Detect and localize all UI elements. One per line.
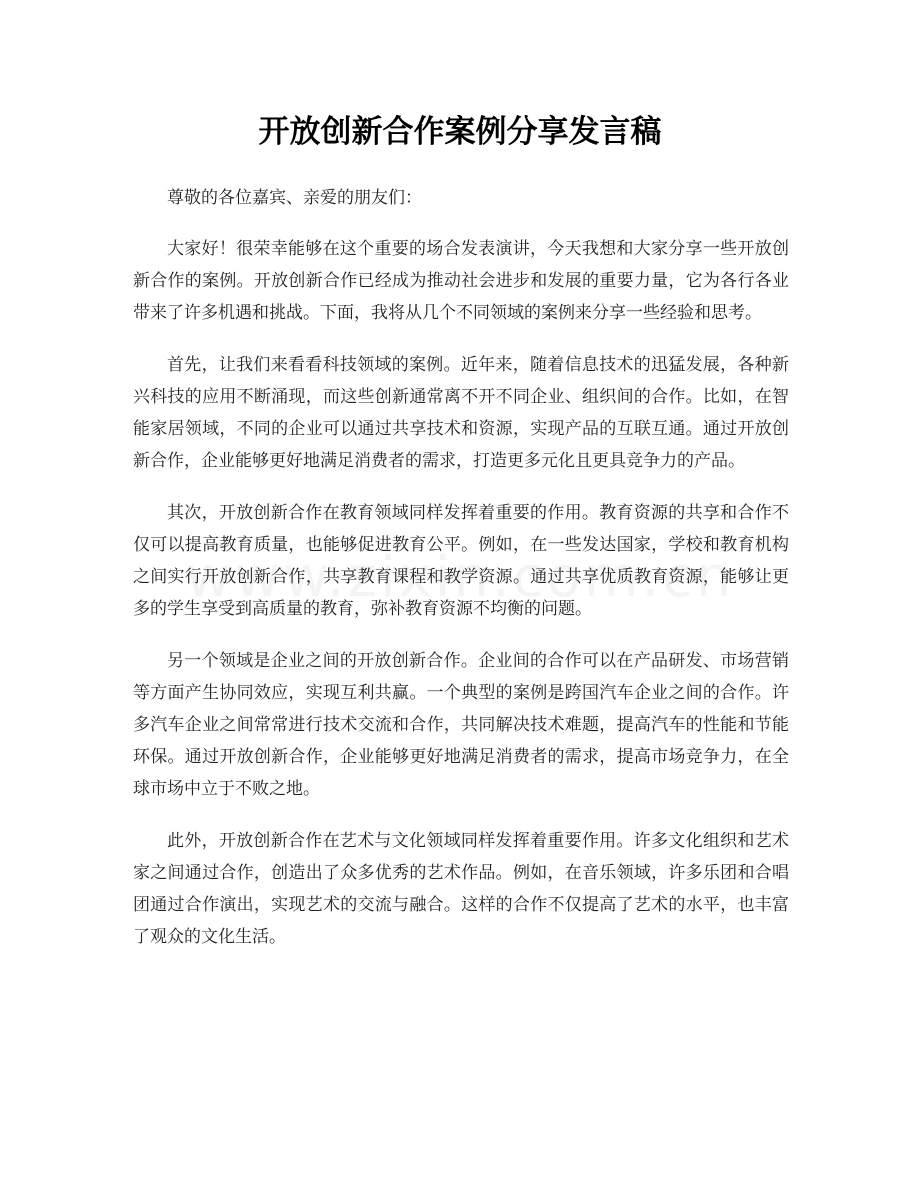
paragraph-enterprise: 另一个领域是企业之间的开放创新合作。企业间的合作可以在产品研发、市场营销等方面产生协同效应，实现互利共赢。一个典型的案例是跨国汽车企业之间的合作。许多汽车企业之间常常进行技术交流和合作，共同解决技术难题，提高汽车的性能和节能环保。通过开放创新合作，企业能够更好地满足消费者的需求，提高市场竞争力，在全球市场中立于不败之地。 [133, 651, 789, 799]
paragraph-intro: 大家好！很荣幸能够在这个重要的场合发表演讲，今天我想和大家分享一些开放创新合作的案例。开放创新合作已经成为推动社会进步和发展的重要力量，它为各行各业带来了许多机遇和挑战。下面，我将从几个不同领域的案例来分享一些经验和思考。 [133, 239, 789, 323]
greeting-line: 尊敬的各位嘉宾、亲爱的朋友们： [167, 188, 422, 208]
document-title: 开放创新合作案例分享发言稿 [258, 114, 662, 150]
paragraph-technology: 首先，让我们来看看科技领域的案例。近年来，随着信息技术的迅猛发展，各种新兴科技的应用不断涌现，而这些创新通常离不开不同企业、组织间的合作。比如，在智能家居领域，不同的企业可以通过共享技术和资源，实现产品的互联互通。通过开放创新合作，企业能够更好地满足消费者的需求，打造更多元化且更具竞争力的产品。 [133, 355, 789, 471]
paragraph-education: 其次，开放创新合作在教育领域同样发挥着重要的作用。教育资源的共享和合作不仅可以提高教育质量，也能够促进教育公平。例如，在一些发达国家，学校和教育机构之间实行开放创新合作，共享教育课程和教学资源。通过共享优质教育资源，能够让更多的学生享受到高质量的教育，弥补教育资源不均衡的问题。 [133, 503, 789, 619]
document-body [133, 182, 789, 973]
paragraph-culture: 此外，开放创新合作在艺术与文化领域同样发挥着重要作用。许多文化组织和艺术家之间通过合作，创造出了众多优秀的艺术作品。例如，在音乐领域，许多乐团和合唱团通过合作演出，实现艺术的交流与融合。这样的合作不仅提高了艺术的水平，也丰富了观众的文化生活。 [133, 831, 789, 947]
